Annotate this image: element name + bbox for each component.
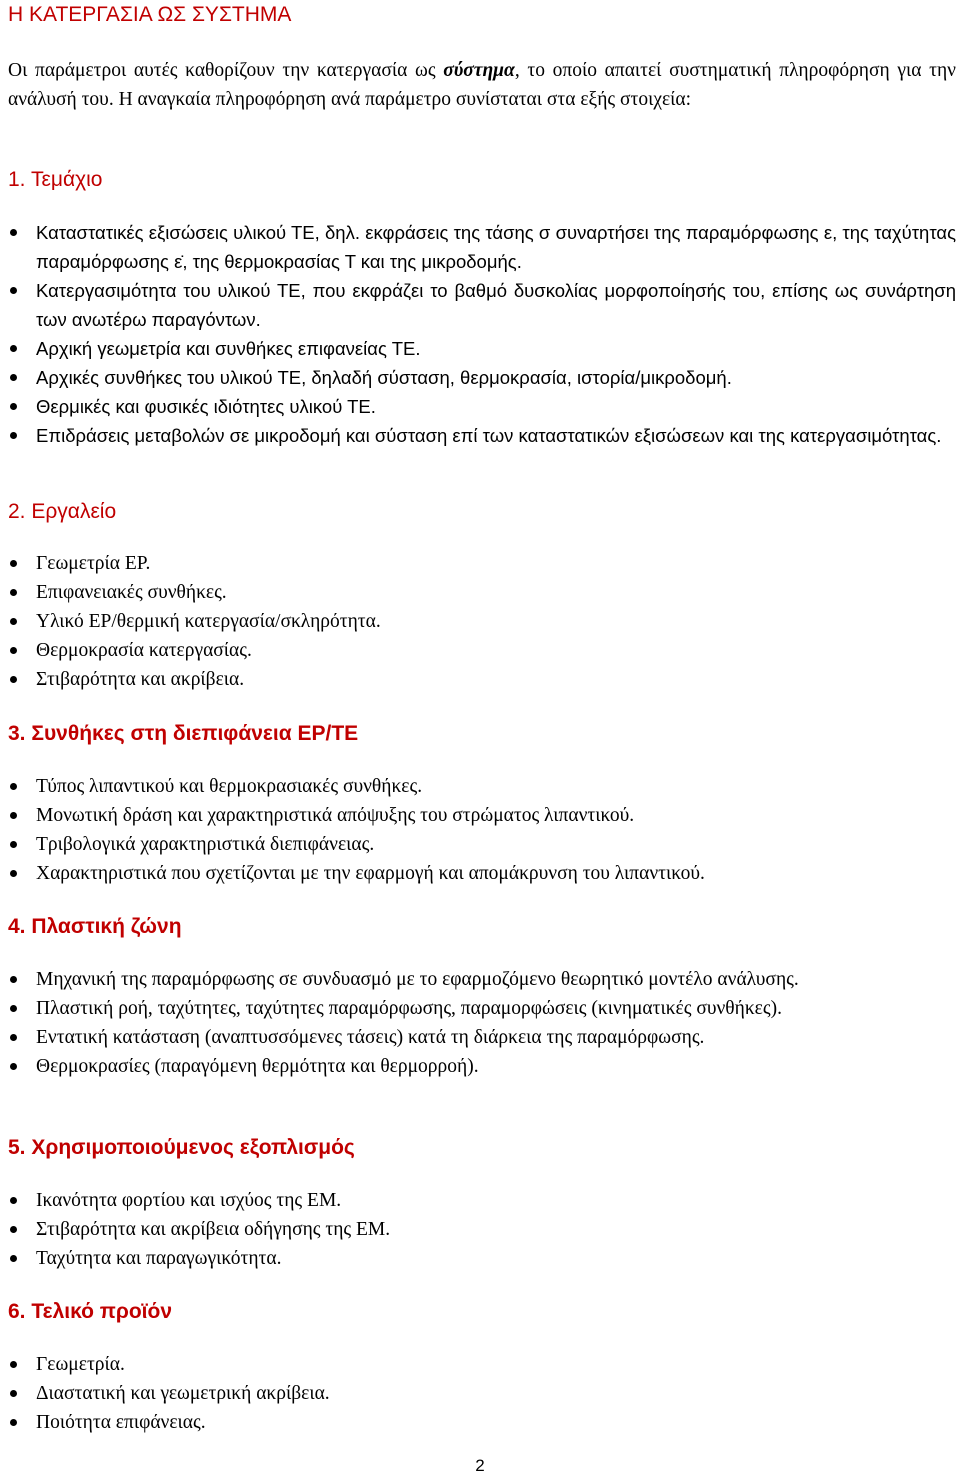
list-item: Υλικό ΕΡ/θερμική κατεργασία/σκληρότητα. [0,607,956,636]
list-item: Καταστατικές εξισώσεις υλικού ΤΕ, δηλ. εκφράσεις της τάσης σ συναρτήσει της παραμόρφωσης ε, της ταχύτητας παραμόρφωσης ε̇, της θερμοκρασίας Τ και της μικροδομής. [0,218,956,276]
list-item: Μηχανική της παραμόρφωσης σε συνδυασμό με το εφαρμοζόμενο θεωρητικό μοντέλο ανάλυσης. [0,965,956,994]
section-heading-final-product: 6. Τελικό προϊόν [8,1300,173,1323]
list-item: Κατεργασιμότητα του υλικού ΤΕ, που εκφράζει το βαθμό δυσκολίας μορφοποίησής του, επίσης ως συνάρτηση των ανωτέρω παραγόντων. [0,276,956,334]
section-heading-equipment: 5. Χρησιμοποιούμενος εξοπλισμός [8,1136,355,1159]
intro-text-after: , το οποίο απαιτεί συστηματική πληροφόρηση για την ανάλυσή του. Η αναγκαία πληροφόρηση ανά παράμετρο συνίσταται στα εξής στοιχεία: [8,60,956,110]
list-item: Χαρακτηριστικά που σχετίζονται με την εφαρμογή και απομάκρυνση του λιπαντικού. [0,859,956,888]
section-heading-interface: 3. Συνθήκες στη διεπιφάνεια ΕΡ/ΤΕ [8,722,359,745]
intro-text-before: Οι παράμετροι αυτές καθορίζουν την κατεργασία ως [8,60,444,81]
section-list-tool [0,549,956,694]
list-item: Επιφανειακές συνθήκες. [0,578,956,607]
section-list-final-product [0,1350,956,1437]
list-item: Θερμικές και φυσικές ιδιότητες υλικού ΤΕ. [0,392,956,421]
list-item: Θερμοκρασία κατεργασίας. [0,636,956,665]
list-item: Επιδράσεις μεταβολών σε μικροδομή και σύσταση επί των καταστατικών εξισώσεων και της κατεργασιμότητας. [0,421,956,450]
list-item: Τριβολογικά χαρακτηριστικά διεπιφάνειας. [0,830,956,859]
section-heading-plastic-zone: 4. Πλαστική ζώνη [8,915,182,938]
section-heading-tool: 2. Εργαλείο [8,500,117,523]
list-item: Αρχική γεωμετρία και συνθήκες επιφανείας ΤΕ. [0,334,956,363]
list-item: Γεωμετρία. [0,1350,956,1379]
section-list-workpiece [0,218,956,450]
list-item: Ποιότητα επιφάνειας. [0,1408,956,1437]
section-list-interface [0,772,956,888]
section-heading-workpiece: 1. Τεμάχιο [8,168,103,191]
list-item: Μονωτική δράση και χαρακτηριστικά απόψυξης του στρώματος λιπαντικού. [0,801,956,830]
section-list-equipment [0,1186,956,1273]
list-item: Στιβαρότητα και ακρίβεια. [0,665,956,694]
list-item: Θερμοκρασίες (παραγόμενη θερμότητα και θερμορροή). [0,1052,956,1081]
list-item: Ταχύτητα και παραγωγικότητα. [0,1244,956,1273]
intro-paragraph [8,56,956,114]
list-item: Στιβαρότητα και ακρίβεια οδήγησης της ΕΜ. [0,1215,956,1244]
list-item: Αρχικές συνθήκες του υλικού ΤΕ, δηλαδή σύσταση, θερμοκρασία, ιστορία/μικροδομή. [0,363,956,392]
list-item: Τύπος λιπαντικού και θερμοκρασιακές συνθήκες. [0,772,956,801]
document-title: Η ΚΑΤΕΡΓΑΣΙΑ ΩΣ ΣΥΣΤΗΜΑ [8,3,292,26]
page-number: 2 [475,1456,485,1475]
section-list-plastic-zone [0,965,956,1081]
list-item: Γεωμετρία ΕΡ. [0,549,956,578]
intro-emphasis: σύστημα [443,60,515,81]
list-item: Διαστατική και γεωμετρική ακρίβεια. [0,1379,956,1408]
list-item: Πλαστική ροή, ταχύτητες, ταχύτητες παραμόρφωσης, παραμορφώσεις (κινηματικές συνθήκες). [0,994,956,1023]
list-item: Εντατική κατάσταση (αναπτυσσόμενες τάσεις) κατά τη διάρκεια της παραμόρφωσης. [0,1023,956,1052]
list-item: Ικανότητα φορτίου και ισχύος της ΕΜ. [0,1186,956,1215]
